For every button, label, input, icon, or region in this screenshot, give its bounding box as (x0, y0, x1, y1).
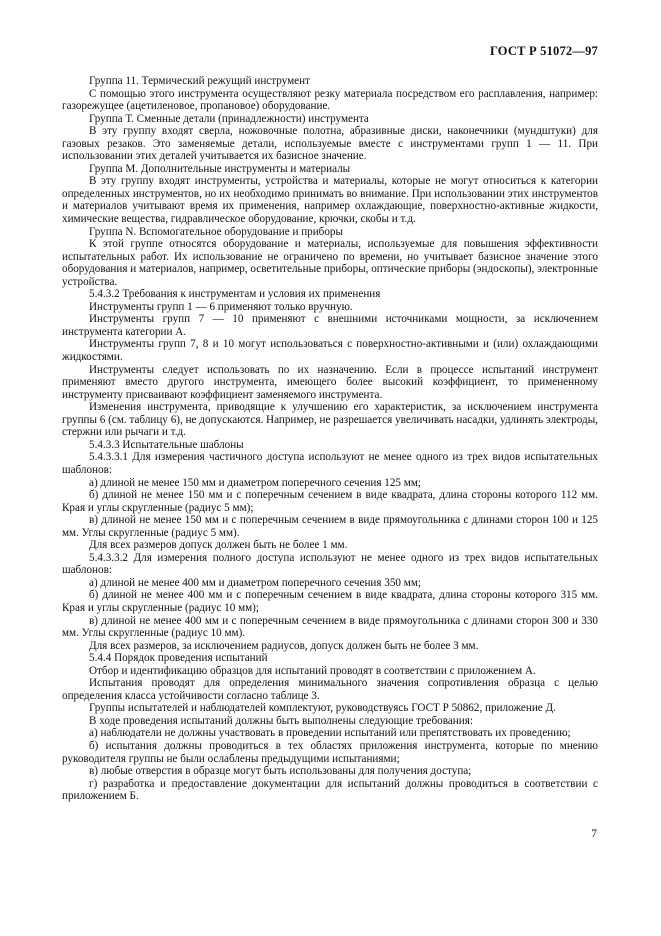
paragraph: В ходе проведения испытаний должны быть выполнены следующие требования: (89, 714, 473, 727)
group-t-heading: Группа Т. Сменные детали (принадлежности) инструмента (89, 112, 369, 125)
paragraph: Инструменты групп 1 — 6 применяют только вручную. (89, 300, 353, 313)
list-item: а) длиной не менее 150 мм и диаметром поперечного сечения 125 мм; (89, 476, 421, 489)
paragraph: Инструменты групп 7, 8 и 10 могут использоваться с поверхностно-активными и (или) охлаждающими жидкостями. (62, 338, 598, 364)
list-item: в) длиной не менее 150 мм и с поперечным сечением в виде прямоугольника с длинами сторон 100 и 125 мм. Углы скругленные (радиус 5 мм). (62, 514, 598, 539)
paragraph: Изменения инструмента, приводящие к улучшению его характеристик, за исключением инструмента группы 6 (см. таблицу 6), не допускаются. Например, не разрешается увеличивать насадки, удлинять электроды, стержни или рычаги и т.д. (62, 401, 598, 439)
list-item: б) испытания должны проводиться в тех областях приложения инструмента, которые по мнению руководителя группы не были ослаблены предыдущими испытаниями; (62, 739, 598, 765)
group-m-heading: Группа М. Дополнительные инструменты и материалы (89, 162, 351, 175)
paragraph: Испытания проводят для определения минимального значения сопротивления образца с целью определения класса устойчивости согласно таблице 3. (62, 677, 598, 702)
group-n-heading: Группа N. Вспомогательное оборудование и приборы (89, 225, 343, 238)
list-item: в) длиной не менее 400 мм и с поперечным сечением в виде прямоугольника с длинами сторон 300 и 330 мм. Углы скругленные (радиус 10 мм). (62, 614, 598, 640)
list-item: а) длиной не менее 400 мм и диаметром поперечного сечения 350 мм; (89, 576, 421, 589)
paragraph: 5.4.3.3.1 Для измерения частичного доступа используют не менее одного из трех видов испытательных шаблонов: (62, 451, 598, 476)
group-11-heading: Группа 11. Термический режущий инструмент (89, 75, 310, 87)
paragraph: Для всех размеров допуск должен быть не более 1 мм. (89, 539, 348, 552)
list-item: б) длиной не менее 400 мм и с поперечным сечением в виде квадрата, длина стороны которого 315 мм. Края и углы скругленные (радиус 10 мм); (62, 589, 598, 614)
section-5-4-3-2-heading: 5.4.3.2 Требования к инструментам и условия их применения (89, 288, 381, 301)
paragraph: В эту группу входят инструменты, устройства и материалы, которые не могут относиться к категории определенных инструментов, но их необходимо принимать во внимание. При использовании этих инструментов и материалов учитывают время их применения, например охлаждающие, поверхностно-активные жидкости, химические вещества, гидравлическое оборудование, крючки, скобы и т.д. (62, 175, 598, 226)
list-item: б) длиной не менее 150 мм и с поперечным сечением в виде квадрата, длина стороны которого 112 мм. Края и углы скругленные (радиус 5 мм); (62, 489, 598, 514)
paragraph: С помощью этого инструмента осуществляют резку материала посредством его расплавления, например: газорежущее (ацетиленовое, пропановое) оборудование. (62, 87, 598, 113)
page-number: 7 (591, 828, 597, 840)
paragraph: 5.4.3.3.2 Для измерения полного доступа используют не менее одного из трех видов испытательных шаблонов: (62, 551, 598, 577)
paragraph: Инструменты групп 7 — 10 применяют с внешними источниками мощности, за исключением инструмента категории А. (62, 313, 598, 338)
paragraph: Группы испытателей и наблюдателей комплектуют, руководствуясь ГОСТ Р 50862, приложение Д. (89, 702, 556, 715)
document-code-header: ГОСТ Р 51072—97 (489, 44, 598, 58)
section-5-4-4-heading: 5.4.4 Порядок проведения испытаний (89, 652, 268, 665)
paragraph: Отбор и идентификацию образцов для испытаний проводят в соответствии с приложением А. (89, 664, 536, 677)
paragraph: Инструменты следует использовать по их назначению. Если в процессе испытаний инструмент применяют вместо другого инструмента, имеющего более высокий коэффициент, то примененному инструменту присваивают коэффициент заменяемого инструмента. (62, 363, 598, 401)
paragraph: Для всех размеров, за исключением радиусов, допуск должен быть не более 3 мм. (89, 639, 479, 652)
list-item: г) разработка и предоставление документации для испытаний должны проводиться в соответствии с приложением Б. (62, 777, 598, 803)
paragraph: В эту группу входят сверла, ножовочные полотна, абразивные диски, наконечники (мундштуки) для газовых резаков. Это заменяемые детали, используемые вместе с инструментами групп 1 — 11. При использовании этих деталей учитывается их базисное значение. (62, 125, 598, 163)
paragraph: К этой группе относятся оборудование и материалы, используемые для повышения эффективности испытательных работ. Их использование не ограничено по времени, но учитывает базисное значение этого оборудования и материалов, например, осветительные приборы, оптические приборы (эндоскопы), электронные устройства. (62, 238, 598, 288)
section-5-4-3-3-heading: 5.4.3.3 Испытательные шаблоны (89, 438, 244, 451)
list-item: в) любые отверстия в образце могут быть использованы для получения доступа; (89, 765, 472, 778)
list-item: а) наблюдатели не должны участвовать в проведении испытаний или препятствовать их проведению; (89, 727, 571, 740)
document-body (62, 75, 598, 803)
